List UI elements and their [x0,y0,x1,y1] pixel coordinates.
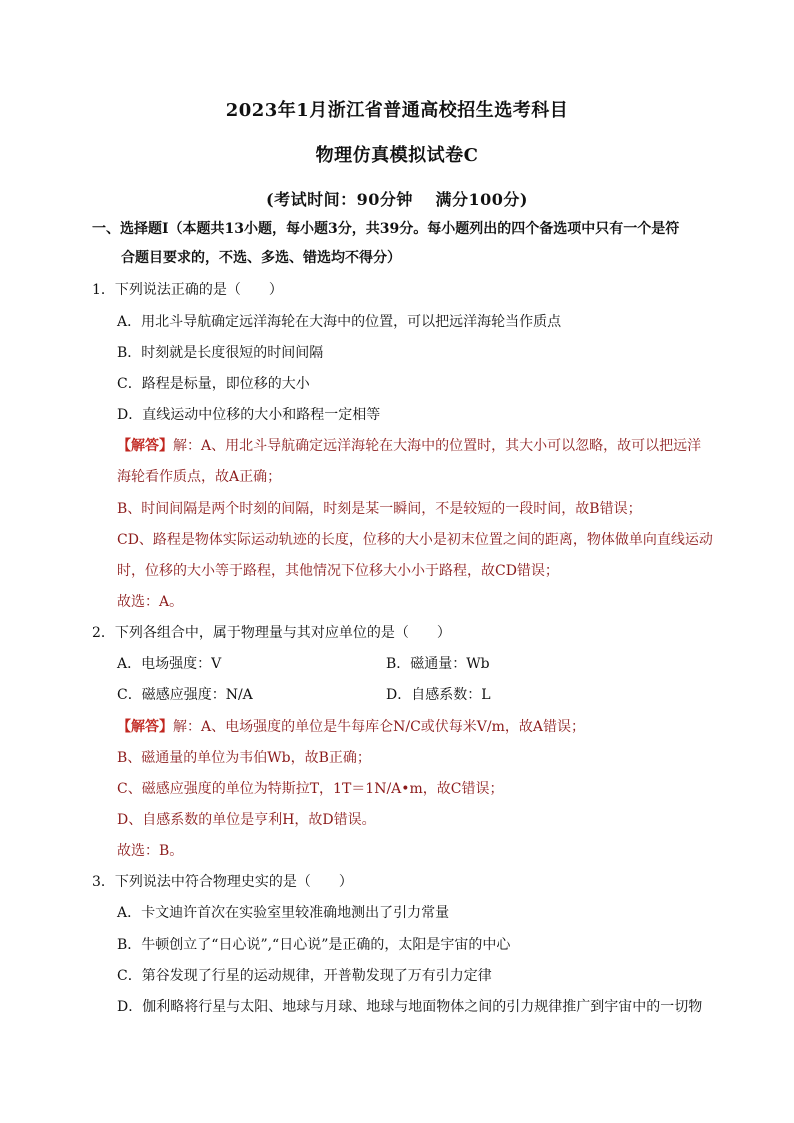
section-heading-line2: 合题目要求的，不选、多选、错选均不得分） [121,250,401,266]
question-3-option-d: D．伽利略将行星与太阳、地球与月球、地球与地面物体之间的引力规律推广到宇宙中的一切物 [117,999,703,1015]
answer-tag: 【解答】 [117,719,173,735]
question-3-option-c: C．第谷发现了行星的运动规律，开普勒发现了万有引力定律 [117,968,492,984]
question-3-option-b: B．牛顿创立了“日心说”,“日心说”是正确的，太阳是宇宙的中心 [117,937,511,953]
exam-time-info: (考试时间：90分钟 满分100分) [266,190,528,209]
question-2-answer-line4: D、自感系数的单位是亨利H，故D错误。 [117,812,376,828]
exam-title-line2: 物理仿真模拟试卷C [315,145,479,166]
question-1-option-d: D．直线运动中位移的大小和路程一定相等 [117,407,381,423]
question-1-stem: 1．下列说法正确的是（ ） [92,282,283,298]
question-3-stem: 3．下列说法中符合物理史实的是（ ） [92,874,353,890]
exam-title-line1: 2023年1月浙江省普通高校招生选考科目 [225,100,569,121]
answer-text: 解：A、用北斗导航确定远洋海轮在大海中的位置时，其大小可以忽略，故可以把远洋 [173,438,702,454]
question-1-answer-line2: 海轮看作质点，故A正确； [117,469,282,485]
question-2-option-b: B．磁通量：Wb [386,656,490,672]
question-2-answer-line2: B、磁通量的单位为韦伯Wb，故B正确； [117,750,371,766]
question-2-answer-line5: 故选：B。 [117,843,184,859]
question-1-answer-line1 [117,437,701,455]
question-1-option-b: B．时刻就是长度很短的时间间隔 [117,345,324,361]
question-3-option-a: A．卡文迪许首次在实验室里较准确地测出了引力常量 [117,905,450,921]
question-1-answer-line5: 时，位移的大小等于路程，其他情况下位移大小小于路程，故CD错误； [117,563,559,579]
question-2-option-d: D．自感系数：L [386,687,491,703]
answer-tag: 【解答】 [117,438,173,454]
question-2-answer-line1 [117,718,585,736]
question-2-option-a: A．电场强度：V [117,656,222,672]
answer-text: 解：A、电场强度的单位是牛每库仑N/C或伏每米V/m，故A错误； [173,719,586,735]
question-2-stem: 2．下列各组合中，属于物理量与其对应单位的是（ ） [92,625,451,641]
question-2-option-c: C．磁感应强度：N/A [117,687,253,703]
question-1-option-a: A．用北斗导航确定远洋海轮在大海中的位置，可以把远洋海轮当作质点 [117,314,562,330]
question-1-answer-line4: CD、路程是物体实际运动轨迹的长度，位移的大小是初末位置之间的距离，物体做单向直线运动 [117,532,713,548]
question-1-answer-line6: 故选：A。 [117,594,184,610]
question-2-answer-line3: C、磁感应强度的单位为特斯拉T，1T＝1N/A•m，故C错误； [117,781,504,797]
question-1-option-c: C．路程是标量，即位移的大小 [117,376,310,392]
section-heading-line1: 一、选择题Ⅰ（本题共13小题，每小题3分，共39分。每小题列出的四个备选项中只有一个是符 [92,221,680,237]
question-1-answer-line3: B、时间间隔是两个时刻的间隔，时刻是某一瞬间，不是较短的一段时间，故B错误； [117,501,642,517]
